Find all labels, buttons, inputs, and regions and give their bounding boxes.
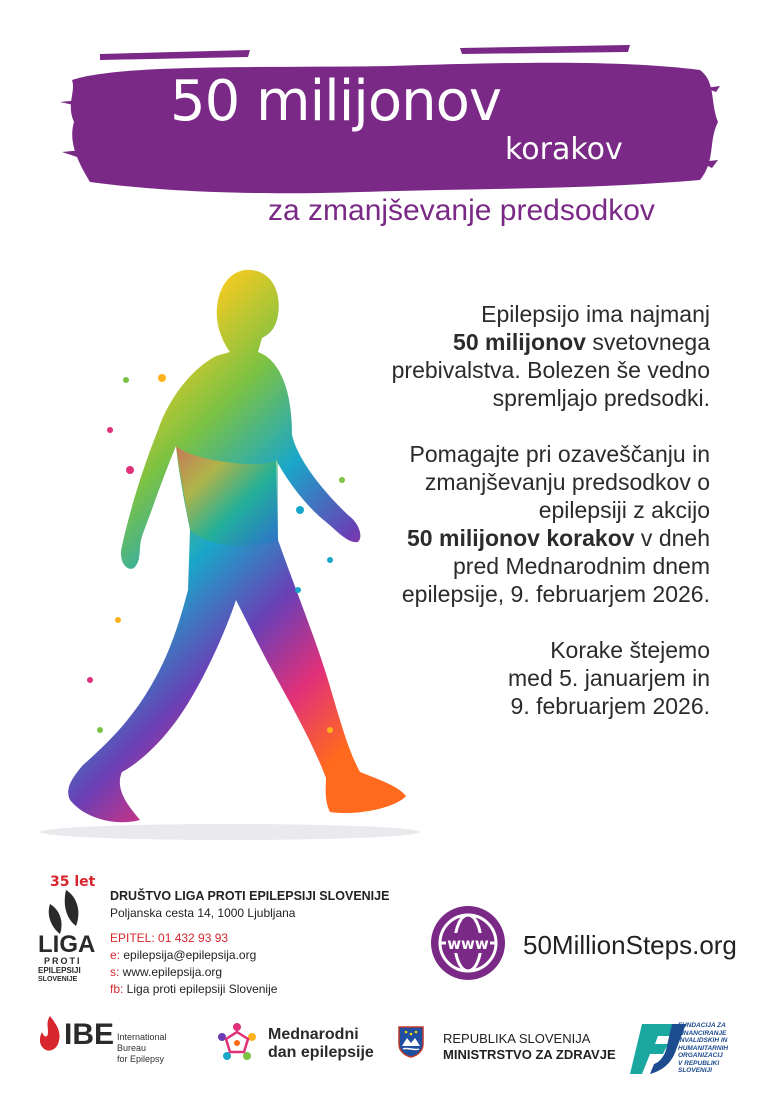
ibe-logo-caption: International Bureau for Epilepsy — [117, 1032, 167, 1064]
tagline: za zmanjševanje predsodkov — [268, 194, 655, 227]
org-name: DRUŠTVO LIGA PROTI EPILEPSIJI SLOVENIJE — [110, 889, 390, 903]
svg-text:EPILEPSIJI: EPILEPSIJI — [38, 966, 81, 975]
svg-text:LIGA: LIGA — [38, 931, 96, 958]
liga-logo — [36, 870, 102, 982]
website-link[interactable]: 50MillionSteps.org — [523, 930, 737, 960]
info-paragraph-3: Korake štejemo med 5. januarjem in 9. februarjem 2026. — [508, 637, 710, 719]
info-paragraph-1: Epilepsijo ima najmanj 50 milijonov svetovnega prebivalstva. Bolezen še vedno spremljajo predsodki. — [391, 301, 710, 411]
org-facebook[interactable]: fb: Liga proti epilepsiji Slovenije — [110, 982, 278, 996]
mednarodni-dan-text: Mednarodni dan epilepsije — [268, 1026, 374, 1061]
org-phone: EPITEL: 01 432 93 93 — [110, 931, 229, 945]
info-text — [350, 300, 710, 748]
mednarodni-dan-logo — [212, 1018, 262, 1068]
org-website[interactable]: s: www.epilepsija.org — [110, 965, 223, 979]
organization-info — [110, 888, 389, 998]
org-address: Poljanska cesta 14, 1000 Ljubljana — [110, 906, 296, 920]
svg-text:PROTI: PROTI — [44, 956, 82, 966]
svg-text:SLOVENIJE: SLOVENIJE — [38, 976, 78, 982]
fundacija-text: FUNDACIJA ZA FINANCIRANJE INVALIDSKIH IN HUMANITARNIH ORGANIZACIJ V REPUBLIKI SLOVENIJI — [678, 1022, 729, 1074]
ministry-text: REPUBLIKA SLOVENIJA MINISTRSTVO ZA ZDRAVJE — [443, 1031, 616, 1062]
ibe-flame-icon — [38, 1016, 62, 1052]
ibe-logo-text: IBE — [64, 1018, 115, 1051]
org-email[interactable]: e: epilepsija@epilepsija.org — [110, 948, 257, 962]
globe-icon — [428, 903, 508, 983]
slovenia-coat-of-arms-icon — [398, 1026, 424, 1058]
info-paragraph-2: Pomagajte pri ozaveščanju in zmanjševanju predsodkov o epilepsiji z akcijo 50 milijonov korakov v dneh pred Mednarodnim dnem epilepsije, 9. februarjem 2026. — [401, 441, 710, 607]
title-main: 50 milijonov — [170, 69, 501, 134]
svg-text:35 let: 35 let — [50, 874, 96, 890]
svg-text:www: www — [447, 935, 489, 953]
title-sub: korakov — [505, 132, 623, 167]
